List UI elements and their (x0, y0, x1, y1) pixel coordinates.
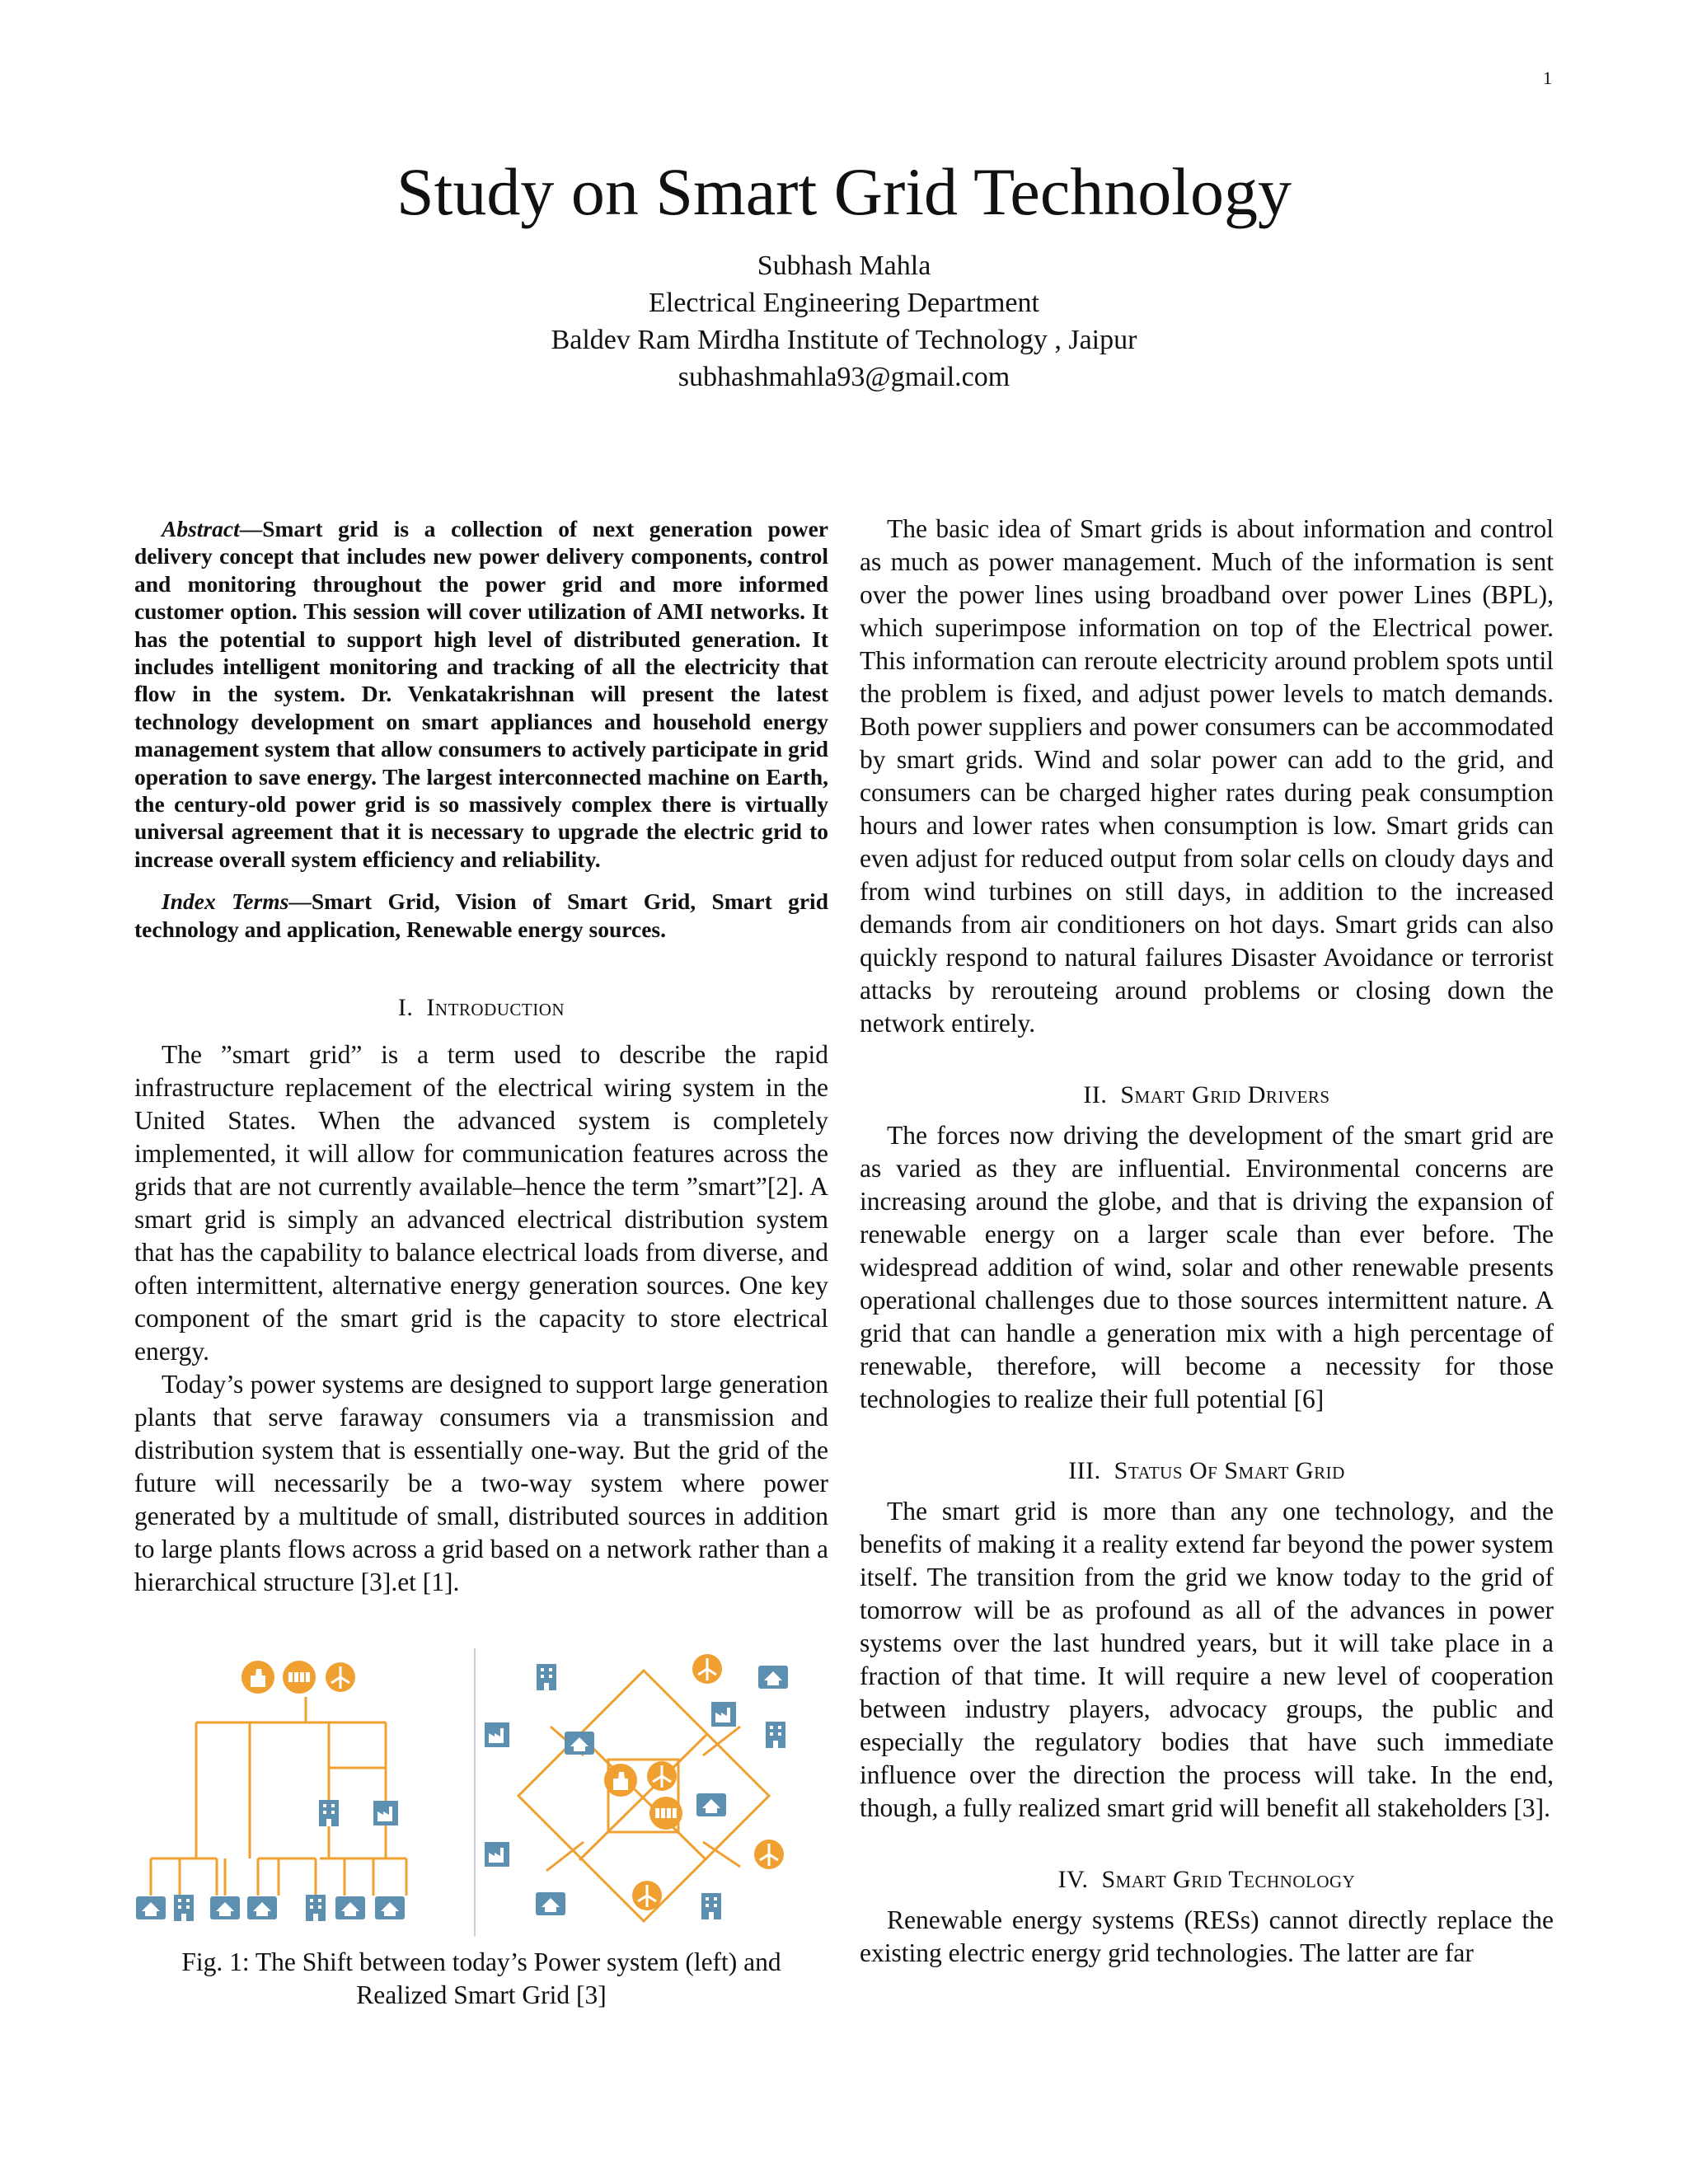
wind-turbine-icon (647, 1761, 677, 1791)
right-column (860, 513, 1554, 1970)
section-number: IV. (1057, 1866, 1089, 1893)
intro-paragraph-1: The ”smart grid” is a term used to describe the rapid infrastructure replacement of the electrical wiring system in the United States. When the advanced system is completely implemented, it will allow for communication features across the grids that are not currently available–hence the term ”smart”[2]. A smart grid is simply an advanced electrical distribution system that has the capability to balance electrical loads from diverse, and often intermittent, alternative energy generation sources. One key component of the smart grid is the capacity to store electrical energy. (134, 1040, 828, 1366)
intro-continued-paragraph: The basic idea of Smart grids is about information and control as much as power management. Much of the information is sent over the power lines using broadband over power Lines (BPL), which superimpose information on top of the Electrical power. This information can reroute electricity around problem spots until the problem is fixed, and adjust power levels to match demands. Both power suppliers and power consumers can be accommodated by smart grids. Wind and solar power can add to the grid, and consumers can be charged higher rates during peak consumption hours and lower rates when consumption is low. Smart grids can even adjust for reduced output from solar cells on cloudy days and from wind turbines on still days, in addition to the increased demands from air conditioners on hot days. Smart grids can also quickly respond to natural failures Disaster Avoidance or terrorist attacks by rerouteing around problems or closing down the network entirely. (860, 514, 1554, 1038)
house-icon (210, 1896, 240, 1919)
section-heading-introduction (134, 994, 828, 1022)
abstract: Abstract—Smart grid is a collection of next generation power delivery concept that includes new power delivery components, control and monitoring throughout the power grid and more informed customer option. This session will cover utilization of AMI networks. It has the potential to support high level of distributed generation. It includes intelligent monitoring and tracking of all the electricity that flow in the system. Dr. Venkatakrishnan will present the latest technology development on smart appliances and household energy management system that allow consumers to actively participate in grid operation to save energy. The largest interconnected machine on Earth, the century-old power grid is so massively complex there is virtually universal agreement that it is necessary to upgrade the electric grid to increase overall system efficiency and reliability. (134, 516, 828, 872)
index-terms: Index Terms—Smart Grid, Vision of Smart Grid, Smart grid technology and application, Renewable energy sources. (134, 888, 828, 942)
smart-grid-network (485, 1654, 788, 1921)
house-icon (247, 1896, 277, 1919)
section-heading-technology (860, 1866, 1554, 1894)
factory-icon (711, 1702, 736, 1727)
index-terms-label: Index Terms (162, 888, 289, 915)
house-icon (758, 1666, 788, 1689)
page-number: 1 (1543, 68, 1552, 88)
author-block (0, 247, 1688, 396)
factory-icon (485, 1722, 509, 1747)
house-icon (536, 1892, 565, 1915)
house-icon (375, 1896, 405, 1919)
wind-turbine-icon (326, 1662, 355, 1692)
section-title: Status Of Smart Grid (1114, 1457, 1345, 1484)
figure-caption: Fig. 1: The Shift between today’s Power system (left) and Realized Smart Grid [3] (181, 1947, 781, 2010)
grid-shift-diagram (134, 1644, 828, 1941)
abstract-label: Abstract (162, 516, 240, 541)
left-column (134, 515, 828, 2012)
factory-icon (485, 1842, 509, 1867)
author-institute: Baldev Ram Mirdha Institute of Technology , Jaipur (551, 325, 1137, 355)
index-terms-text: Smart Grid, Vision of Smart Grid, Smart grid technology and application, Renewable energy sources. (134, 888, 828, 942)
solar-panel-icon (649, 1797, 682, 1830)
section-title: Introduction (426, 994, 565, 1022)
wind-turbine-icon (632, 1881, 662, 1910)
status-paragraph: The smart grid is more than any one technology, and the benefits of making it a reality extend far beyond the power system itself. The transition from the grid we know today to the grid of tomorrow will be as profound as all of the advances in power systems over the last hundred years, but it will take place in a fraction of that time. It will require a new level of cooperation between industry players, advocacy groups, the public and especially the regulatory bodies that have such immediate influence over the direction the process will take. In the end, though, a fully realized smart grid will benefit all stakeholders [3]. (860, 1497, 1554, 1822)
section-heading-status (860, 1457, 1554, 1485)
house-icon (696, 1793, 726, 1816)
house-icon (335, 1896, 365, 1919)
office-building-icon (701, 1893, 721, 1919)
house-icon (136, 1896, 166, 1919)
nuclear-plant-icon (241, 1661, 274, 1694)
abstract-text: Smart grid is a collection of next generation power delivery concept that includes new power delivery components, control and monitoring throughout the power grid and more informed customer option. This session will cover utilization of AMI networks. It has the potential to support high level of distributed generation. It includes intelligent monitoring and tracking of all the electricity that flow in the system. Dr. Venkatakrishnan will present the latest technology development on smart appliances and household energy management system that allow consumers to actively participate in grid operation to save energy. The largest interconnected machine on Earth, the century-old power grid is so massively complex there is virtually universal agreement that it is necessary to upgrade the electric grid to increase overall system efficiency and reliability. (134, 516, 828, 872)
intro-paragraph-2: Today’s power systems are designed to support large generation plants that serve faraway consumers via a transmission and distribution system that is essentially one-way. But the grid of the future will necessarily be a two-way system where power generated by a multitude of small, distributed sources in addition to large plants flows across a grid based on a network rather than a hierarchical structure [3].et [1]. (134, 1370, 828, 1597)
house-icon (565, 1732, 594, 1755)
section-number: II. (1083, 1081, 1108, 1108)
author-email: subhashmahla93@gmail.com (678, 362, 1010, 392)
factory-icon (373, 1801, 398, 1825)
nuclear-plant-icon (604, 1764, 637, 1797)
today-power-system (136, 1661, 406, 1921)
section-number: I. (397, 994, 414, 1022)
factory-icon (283, 1661, 316, 1694)
figure-1 (134, 1644, 828, 1941)
section-number: III. (1068, 1457, 1101, 1484)
office-building-icon (537, 1664, 556, 1690)
technology-paragraph: Renewable energy systems (RESs) cannot directly replace the existing electric energy grid technologies. The latter are far (860, 1905, 1554, 1967)
office-building-icon (174, 1895, 194, 1921)
section-title: Smart Grid Technology (1101, 1866, 1356, 1893)
section-title: Smart Grid Drivers (1120, 1081, 1330, 1108)
wind-turbine-icon (692, 1654, 722, 1684)
office-building-icon (319, 1800, 339, 1826)
author-department: Electrical Engineering Department (649, 288, 1039, 318)
wind-turbine-icon (754, 1840, 784, 1869)
paper-title: Study on Smart Grid Technology (396, 154, 1292, 229)
author-name: Subhash Mahla (757, 251, 931, 281)
office-building-icon (306, 1895, 326, 1921)
battery-icon (766, 1722, 785, 1748)
drivers-paragraph: The forces now driving the development of the smart grid are as varied as they are influential. Environmental concerns are increasing around the globe, and that is driving the expansion of renewable energy on a larger scale than ever before. The widespread addition of wind, solar and other renewable presents operational challenges due to those sources intermittent nature. A grid that can handle a generation mix with a high percentage of renewable, therefore, will become a necessity for those technologies to realize their full potential [6] (860, 1121, 1554, 1413)
section-heading-drivers (860, 1081, 1554, 1109)
